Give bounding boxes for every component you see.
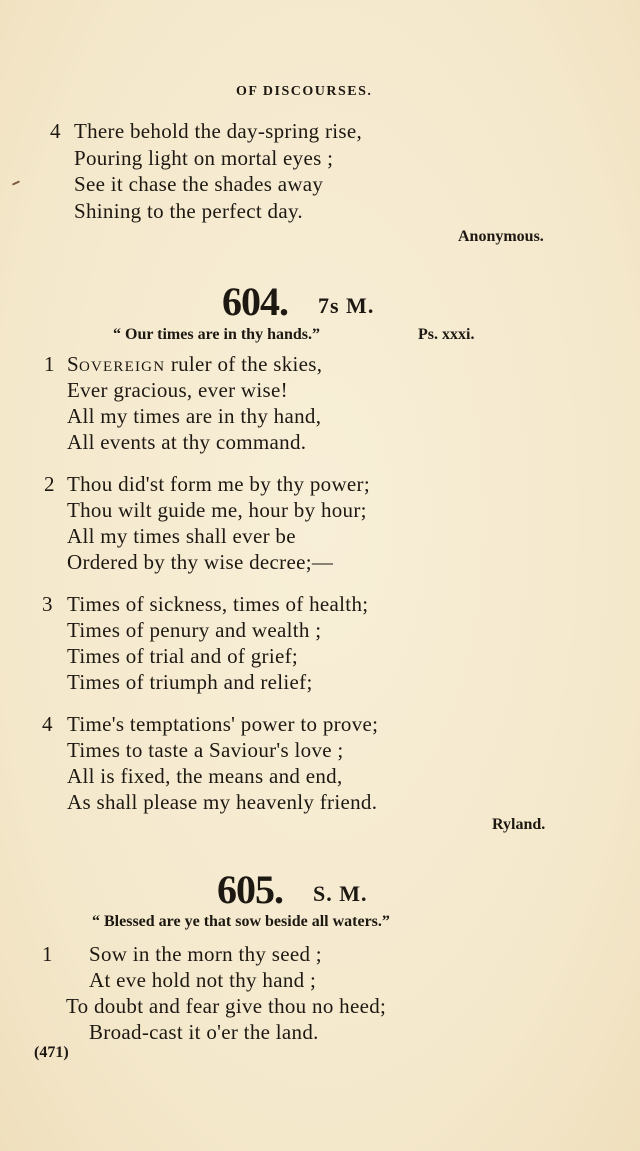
stanza-number: 3 [42,592,53,616]
hymn-line: Ever gracious, ever wise! [67,378,288,402]
drop-initial: S [67,352,79,376]
ink-speck [12,180,20,185]
hymn-line: Times of sickness, times of health; [67,592,369,616]
hymn-line: All events at thy command. [67,430,307,454]
hymn-line: There behold the day-spring rise, [74,119,363,143]
hymn-line: Broad-cast it o'er the land. [89,1020,319,1044]
hymn-line: Thou wilt guide me, hour by hour; [67,498,367,522]
hymn-epigraph: “ Our times are in thy hands.” [113,326,320,343]
hymn-line: Times to taste a Saviour's love ; [67,738,344,762]
hymn-line: Times of trial and of grief; [67,644,299,668]
author-attribution: Ryland. [492,816,546,833]
author-attribution: Anonymous. [458,228,544,245]
scripture-reference: Ps. xxxi. [418,326,475,343]
hymn-line: Pouring light on mortal eyes ; [74,146,334,170]
hymn-line: Times of penury and wealth ; [67,618,322,642]
hymn-line-text: ruler of the skies, [170,352,323,376]
hymn-line: Ordered by thy wise decree;— [67,550,334,574]
hymn-meter: S. M. [313,881,368,906]
hymn-line: Times of triumph and relief; [67,670,313,694]
hymn-line: All my times shall ever be [67,524,296,548]
page-number: (471) [34,1044,69,1061]
hymn-number: 604. [222,279,288,324]
stanza-number: 1 [44,352,55,376]
stanza-number: 4 [42,712,53,736]
hymn-line: All is fixed, the means and end, [67,764,343,788]
hymn-line: At eve hold not thy hand ; [89,968,317,992]
stanza-number: 4 [50,119,61,143]
hymn-line: All my times are in thy hand, [67,404,322,428]
hymn-line: See it chase the shades away [74,172,324,196]
hymn-line [67,352,322,377]
stanza-number: 2 [44,472,55,496]
hymn-line: As shall please my heavenly friend. [67,790,378,814]
hymn-line: Thou did'st form me by thy power; [67,472,370,496]
hymn-line: To doubt and fear give thou no heed; [66,994,387,1018]
hymn-line: Time's temptations' power to prove; [67,712,379,736]
stanza-number: 1 [42,942,53,966]
running-header: OF DISCOURSES. [236,84,373,99]
small-caps-word: OVEREIGN [78,359,166,375]
hymn-line: Shining to the perfect day. [74,199,303,223]
hymn-line: Sow in the morn thy seed ; [89,942,322,966]
hymn-epigraph: “ Blessed are ye that sow beside all waters.” [92,913,390,930]
hymn-number: 605. [217,867,283,912]
hymn-meter: 7s M. [318,293,375,318]
